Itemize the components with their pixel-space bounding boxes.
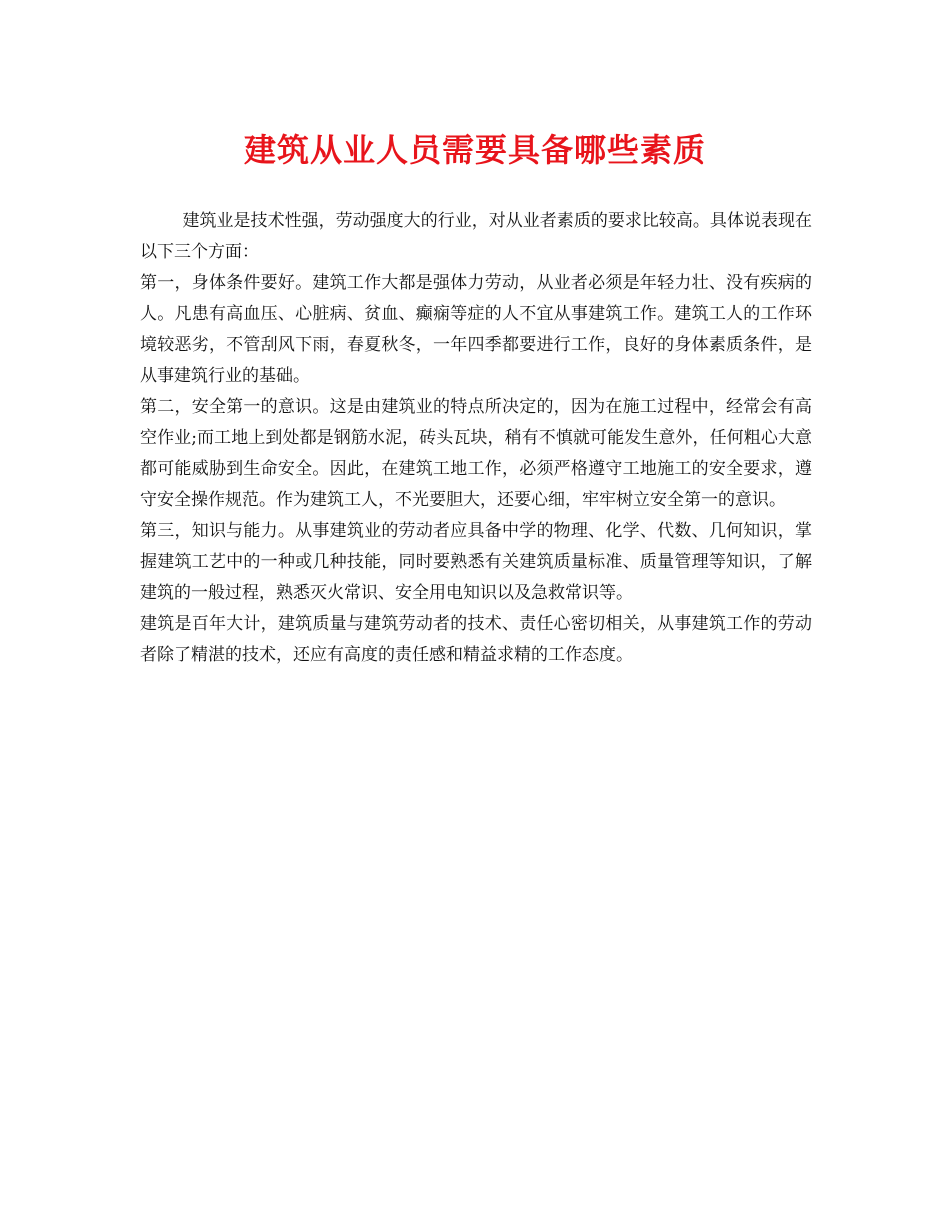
paragraph-intro: 建筑业是技术性强，劳动强度大的行业，对从业者素质的要求比较高。具体说表现在以下三个方面： — [140, 211, 812, 262]
paragraph-knowledge-ability: 第三，知识与能力。从事建筑业的劳动者应具备中学的物理、化学、代数、几何知识，掌握建筑工艺中的一种或几种技能，同时要熟悉有关建筑质量标准、质量管理等知识，了解建筑的一般过程，熟悉灭火常识、安全用电知识以及急救常识等。 — [140, 521, 812, 603]
paragraph-physical-condition: 第一，身体条件要好。建筑工作大都是强体力劳动，从业者必须是年轻力壮、没有疾病的人。凡患有高血压、心脏病、贫血、癫痫等症的人不宜从事建筑工作。建筑工人的工作环境较恶劣，不管刮风下雨，春夏秋冬，一年四季都要进行工作，良好的身体素质条件，是从事建筑行业的基础。 — [140, 273, 812, 386]
paragraph-safety-awareness: 第二，安全第一的意识。这是由建筑业的特点所决定的，因为在施工过程中，经常会有高空作业;而工地上到处都是钢筋水泥，砖头瓦块，稍有不慎就可能发生意外，任何粗心大意都可能威胁到生命安全。因此，在建筑工地工作，必须严格遵守工地施工的安全要求，遵守安全操作规范。作为建筑工人，不光要胆大，还要心细，牢牢树立安全第一的意识。 — [140, 397, 812, 510]
document-body — [140, 206, 812, 671]
document-title: 建筑从业人员需要具备哪些素质 — [243, 131, 706, 169]
paragraph-conclusion: 建筑是百年大计，建筑质量与建筑劳动者的技术、责任心密切相关，从事建筑工作的劳动者除了精湛的技术，还应有高度的责任感和精益求精的工作态度。 — [140, 614, 812, 665]
